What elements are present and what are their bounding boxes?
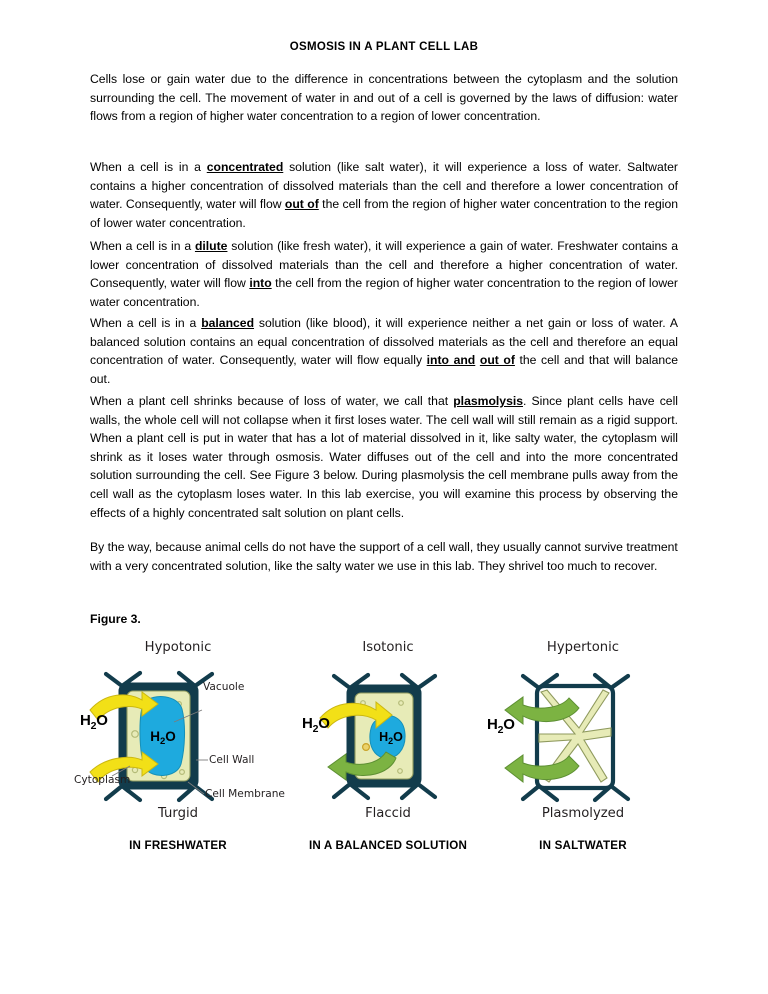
hypertonic-cell-diagram — [483, 662, 683, 812]
panel-3-state-label: Plasmolyzed — [541, 806, 625, 821]
p4-part-a: When a cell is in a — [90, 316, 202, 330]
p3-part-a: When a cell is in a — [90, 239, 195, 253]
term-plasmolysis: plasmolysis — [453, 394, 524, 408]
figure-3 — [74, 636, 698, 866]
panel-2-external-water-label: $H_2O$ — [302, 715, 330, 735]
figure-panel-isotonic — [288, 636, 488, 866]
paragraph-6 — [90, 538, 678, 575]
figure-panel-hypotonic — [74, 636, 285, 866]
panel-2-caption: IN A BALANCED SOLUTION — [308, 839, 468, 852]
label-cell-wall: Cell Wall — [209, 754, 255, 766]
page-title: OSMOSIS IN A PLANT CELL LAB — [289, 41, 479, 53]
p4-part-c: the cell and that will balance out. — [90, 353, 679, 386]
panel-1-state-label: Turgid — [157, 806, 198, 821]
p5-part-b: . Since plant cells have cell walls, the whole cell will not collapse when it first loses water. The cell wall will still remain as a rigid support. When a plant cell is put in water that has a lot of material dissolved in it, like salty water, the cytoplasm will shrink as it loses water through osmosis. Water diffuses out of the cell and into the more concentrated solution surrounding the cell. See Figure 3 below. During plasmolysis the cell membrane pulls away from the cell wall as the cytoplasm loses water. In this lab exercise, you will examine this process by observing the effects of a highly concentrated salt solution on plant cells. — [90, 394, 678, 520]
panel-3-caption: IN SALTWATER — [539, 839, 627, 852]
panel-2-tonicity-label: Isotonic — [362, 640, 414, 655]
p3-part-c: the cell from the region of higher water concentration to the region of lower water concentration. — [90, 276, 678, 309]
p2-part-a: When a cell is in a — [90, 160, 207, 174]
p4-part-b: solution (like blood), it will experience neither a net gain or loss of water. A balanced solution contains an equal concentration of dissolved materials as the cell and therefore an equal concentration of water. Consequently, water will flow equally — [90, 316, 678, 368]
panel-1-tonicity-label: Hypotonic — [144, 640, 212, 655]
paragraph-1-text: Cells lose or gain water due to the difference in concentrations between the cytoplasm and the solution surrounding the cell. The movement of water in and out of a cell is governed by the laws of diffusion: water flows from a region of higher water concentration to a region of lower concentration. — [90, 72, 678, 124]
paragraph-3 — [90, 237, 678, 311]
paragraph-1 — [90, 70, 678, 126]
paragraph-6-text: By the way, because animal cells do not have the support of a cell wall, they usually cannot survive treatment with a very concentrated solution, like the salty water we use in this lab. They shrivel too much to recover. — [90, 540, 678, 573]
isotonic-cell-diagram — [288, 662, 488, 812]
panel-1-external-water-label: $H_2O$ — [80, 712, 108, 732]
panel-3-external-water-label: $H_2O$ — [487, 716, 515, 736]
panel-3-tonicity-label: Hypertonic — [546, 640, 620, 655]
label-cell-membrane: Cell Membrane — [205, 788, 285, 800]
p5-part-a: When a plant cell shrinks because of loss of water, we call that — [90, 394, 454, 408]
panel-2-state-label: Flaccid — [365, 806, 411, 821]
vacuole-water-label: $H_2O$ — [379, 730, 403, 746]
term-concentrated: concentrated — [206, 160, 284, 174]
paragraph-2 — [90, 158, 678, 232]
label-cytoplasm: Cytoplasm — [74, 774, 131, 786]
p3-part-b: solution (like fresh water), it will experience a gain of water. Freshwater contains a lower concentration of dissolved materials than the cell and therefore a higher concentration of water. Consequently, water will flow — [90, 239, 678, 291]
paragraph-4 — [90, 314, 678, 388]
label-vacuole: Vacuole — [203, 681, 245, 693]
paragraph-5 — [90, 392, 678, 522]
term-into-and: into and — [426, 353, 476, 368]
vacuole-water-label: $H_2O$ — [150, 729, 176, 747]
figure-panel-hypertonic — [483, 636, 683, 866]
term-out-of: out of — [284, 197, 319, 212]
term-out-of-2: out of — [479, 353, 515, 368]
term-dilute: dilute — [194, 239, 228, 253]
panel-1-caption: IN FRESHWATER — [129, 839, 227, 852]
figure-label: Figure 3. — [90, 612, 141, 626]
p2-part-b: solution (like salt water), it will experience a loss of water. Saltwater contains a higher concentration of dissolved materials than the cell and therefore a lower concentration of water. Consequently, water will flow — [90, 160, 678, 212]
term-into: into — [249, 276, 272, 291]
p2-part-c: the cell from the region of higher water concentration to the region of lower water concentration. — [90, 197, 678, 230]
term-balanced: balanced — [201, 316, 255, 330]
